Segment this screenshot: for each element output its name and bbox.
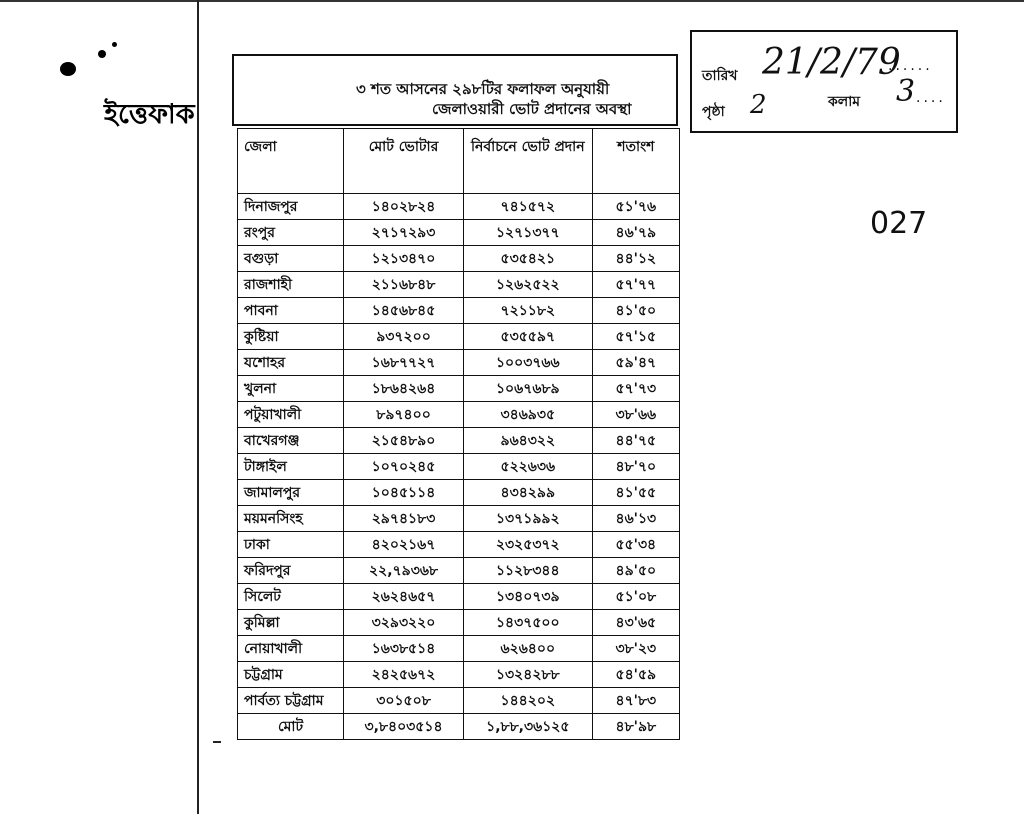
votes-cast-cell: ১০৬৭৬৮৯ bbox=[463, 376, 592, 402]
district-cell: বাখেরগঞ্জ bbox=[238, 428, 344, 454]
table-row bbox=[238, 376, 680, 402]
district-cell: মোট bbox=[238, 714, 344, 740]
table-row bbox=[238, 480, 680, 506]
percent-cell: ৫৯'৪৭ bbox=[592, 350, 679, 376]
votes-cast-cell: ১৩২৪২৮৮ bbox=[463, 662, 592, 688]
percent-cell: ৫৭'৭৭ bbox=[592, 272, 679, 298]
district-cell: খুলনা bbox=[238, 376, 344, 402]
table-row bbox=[238, 220, 680, 246]
total-voters-cell: ১২১৩৪৭০ bbox=[344, 246, 464, 272]
total-voters-cell: ১০৭০২৪৫ bbox=[344, 454, 464, 480]
votes-cast-cell: ৫৩৫৪২১ bbox=[463, 246, 592, 272]
votes-cast-cell: ১০০৩৭৬৬ bbox=[463, 350, 592, 376]
percent-cell: ৪১'৫৫ bbox=[592, 480, 679, 506]
votes-cast-cell: ১৩৪০৭৩৯ bbox=[463, 584, 592, 610]
percent-cell: ৫৭'৭৩ bbox=[592, 376, 679, 402]
percent-cell: ৫১'০৮ bbox=[592, 584, 679, 610]
total-voters-cell: ২৯৭৪১৮৩ bbox=[344, 506, 464, 532]
percent-cell: ৫৪'৫৯ bbox=[592, 662, 679, 688]
votes-cast-cell: ৭৪১৫৭২ bbox=[463, 194, 592, 220]
table-row bbox=[238, 454, 680, 480]
total-voters-cell: ৪২০২১৬৭ bbox=[344, 532, 464, 558]
district-cell: পটুয়াখালী bbox=[238, 402, 344, 428]
percent-cell: ৫৭'১৫ bbox=[592, 324, 679, 350]
date-label: তারিখ bbox=[702, 68, 738, 84]
clipping-info-box bbox=[690, 30, 958, 133]
ink-blot bbox=[112, 42, 117, 47]
column-header-district: জেলা bbox=[238, 129, 344, 194]
table-row bbox=[238, 298, 680, 324]
table-row bbox=[238, 688, 680, 714]
date-dots: ...... bbox=[888, 58, 933, 74]
district-cell: ময়মনসিংহ bbox=[238, 506, 344, 532]
district-cell: সিলেট bbox=[238, 584, 344, 610]
district-cell: দিনাজপুর bbox=[238, 194, 344, 220]
table-row bbox=[238, 636, 680, 662]
percent-cell: ৩৮'২৩ bbox=[592, 636, 679, 662]
column-header-votes-cast: নির্বাচনে ভোট প্রদান bbox=[463, 129, 592, 194]
votes-cast-cell: ৫৩৫৫৯৭ bbox=[463, 324, 592, 350]
votes-cast-cell: ৭২১১৮২ bbox=[463, 298, 592, 324]
total-row bbox=[238, 714, 680, 740]
district-cell: পাবনা bbox=[238, 298, 344, 324]
total-voters-cell: ১৬৮৭৭২৭ bbox=[344, 350, 464, 376]
column-header-total-voters: মোট ভোটার bbox=[344, 129, 464, 194]
column-rule bbox=[197, 0, 199, 814]
table-row bbox=[238, 662, 680, 688]
column-header-percent: শতাংশ bbox=[592, 129, 679, 194]
page-value: 2 bbox=[750, 90, 767, 120]
table-row bbox=[238, 350, 680, 376]
total-voters-cell: ২২,৭৯৩৬৮ bbox=[344, 558, 464, 584]
table-row bbox=[238, 610, 680, 636]
votes-cast-cell: ৬২৬৪০০ bbox=[463, 636, 592, 662]
total-voters-cell: ৩২৯৩২২০ bbox=[344, 610, 464, 636]
votes-cast-cell: ১২৭১৩৭৭ bbox=[463, 220, 592, 246]
district-cell: যশোহর bbox=[238, 350, 344, 376]
percent-cell: ৪৪'১২ bbox=[592, 246, 679, 272]
page-label: পৃষ্ঠা bbox=[702, 104, 725, 120]
table-row bbox=[238, 532, 680, 558]
percent-cell: ৪৬'৭৯ bbox=[592, 220, 679, 246]
votes-cast-cell: ২৩২৫৩৭২ bbox=[463, 532, 592, 558]
table-row bbox=[238, 428, 680, 454]
total-voters-cell: ১৪৫৬৮৪৫ bbox=[344, 298, 464, 324]
table-title-line2: জেলাওয়ারী ভোট প্রদানের অবস্থা bbox=[432, 100, 632, 118]
percent-cell: ৪৪'৭৫ bbox=[592, 428, 679, 454]
column-value: 3 bbox=[896, 74, 916, 109]
percent-cell: ৫৫'৩৪ bbox=[592, 532, 679, 558]
district-cell: বগুড়া bbox=[238, 246, 344, 272]
column-label: কলাম bbox=[828, 94, 861, 110]
newspaper-masthead: ইত্তেফাক bbox=[104, 99, 195, 130]
total-voters-cell: ৩,৮৪০৩৫১৪ bbox=[344, 714, 464, 740]
total-voters-cell: ২১১৬৮৪৮ bbox=[344, 272, 464, 298]
scan-top-edge bbox=[0, 0, 1024, 2]
percent-cell: ৪১'৫০ bbox=[592, 298, 679, 324]
votes-cast-cell: ১৩৭১৯৯২ bbox=[463, 506, 592, 532]
votes-cast-cell: ১৪৩৭৫০০ bbox=[463, 610, 592, 636]
votes-cast-cell: ৪৩৪২৯৯ bbox=[463, 480, 592, 506]
frame-number: 027 bbox=[870, 206, 928, 241]
table-row bbox=[238, 194, 680, 220]
total-voters-cell: ২১৫৪৮৯০ bbox=[344, 428, 464, 454]
votes-cast-cell: ১১২৮৩৪৪ bbox=[463, 558, 592, 584]
table-row bbox=[238, 324, 680, 350]
column-dots: .... bbox=[916, 90, 946, 106]
table-row bbox=[238, 402, 680, 428]
percent-cell: ৪৩'৬৫ bbox=[592, 610, 679, 636]
total-voters-cell: ১৮৬৪২৬৪ bbox=[344, 376, 464, 402]
district-cell: টাঙ্গাইল bbox=[238, 454, 344, 480]
table-header-row bbox=[238, 129, 680, 194]
table-title-box bbox=[232, 54, 678, 126]
percent-cell: ৪৮'৭০ bbox=[592, 454, 679, 480]
district-cell: চট্টগ্রাম bbox=[238, 662, 344, 688]
district-cell: কুমিল্লা bbox=[238, 610, 344, 636]
total-voters-cell: ২৬২৪৬৫৭ bbox=[344, 584, 464, 610]
total-voters-cell: ২৭১৭২৯৩ bbox=[344, 220, 464, 246]
votes-cast-cell: ১,৮৮,৩৬১২৫ bbox=[463, 714, 592, 740]
percent-cell: ৩৮'৬৬ bbox=[592, 402, 679, 428]
total-voters-cell: ১০৪৫১১৪ bbox=[344, 480, 464, 506]
votes-cast-cell: ৩৪৬৯৩৫ bbox=[463, 402, 592, 428]
table-row bbox=[238, 506, 680, 532]
table-row bbox=[238, 246, 680, 272]
district-cell: ঢাকা bbox=[238, 532, 344, 558]
votes-cast-cell: ১৪৪২০২ bbox=[463, 688, 592, 714]
margin-mark bbox=[213, 741, 221, 743]
table-title-line1: ৩ শত আসনের ২৯৮টির ফলাফল অনুযায়ী bbox=[356, 80, 610, 98]
percent-cell: ৪৮'৯৮ bbox=[592, 714, 679, 740]
percent-cell: ৪৯'৫০ bbox=[592, 558, 679, 584]
district-cell: কুষ্টিয়া bbox=[238, 324, 344, 350]
percent-cell: ৪৭'৮৩ bbox=[592, 688, 679, 714]
votes-cast-cell: ১২৬২৫২২ bbox=[463, 272, 592, 298]
votes-cast-cell: ৫২২৬৩৬ bbox=[463, 454, 592, 480]
total-voters-cell: ৮৯৭৪০০ bbox=[344, 402, 464, 428]
total-voters-cell: ১৪০২৮২৪ bbox=[344, 194, 464, 220]
percent-cell: ৪৬'১৩ bbox=[592, 506, 679, 532]
date-value: 21/2/79 bbox=[762, 42, 901, 83]
district-cell: রংপুর bbox=[238, 220, 344, 246]
district-cell: রাজশাহী bbox=[238, 272, 344, 298]
table-row bbox=[238, 272, 680, 298]
percent-cell: ৫১'৭৬ bbox=[592, 194, 679, 220]
table-row bbox=[238, 558, 680, 584]
total-voters-cell: ২৪২৫৬৭২ bbox=[344, 662, 464, 688]
votes-cast-cell: ৯৬৪৩২২ bbox=[463, 428, 592, 454]
total-voters-cell: ১৬৩৮৫১৪ bbox=[344, 636, 464, 662]
district-cell: জামালপুর bbox=[238, 480, 344, 506]
district-cell: পার্বত্য চট্টগ্রাম bbox=[238, 688, 344, 714]
total-voters-cell: ৯৩৭২০০ bbox=[344, 324, 464, 350]
table-row bbox=[238, 584, 680, 610]
ink-blot bbox=[98, 50, 106, 58]
district-cell: নোয়াখালী bbox=[238, 636, 344, 662]
district-voting-table bbox=[237, 128, 680, 740]
district-cell: ফরিদপুর bbox=[238, 558, 344, 584]
total-voters-cell: ৩০১৫০৮ bbox=[344, 688, 464, 714]
ink-blot bbox=[60, 62, 76, 76]
